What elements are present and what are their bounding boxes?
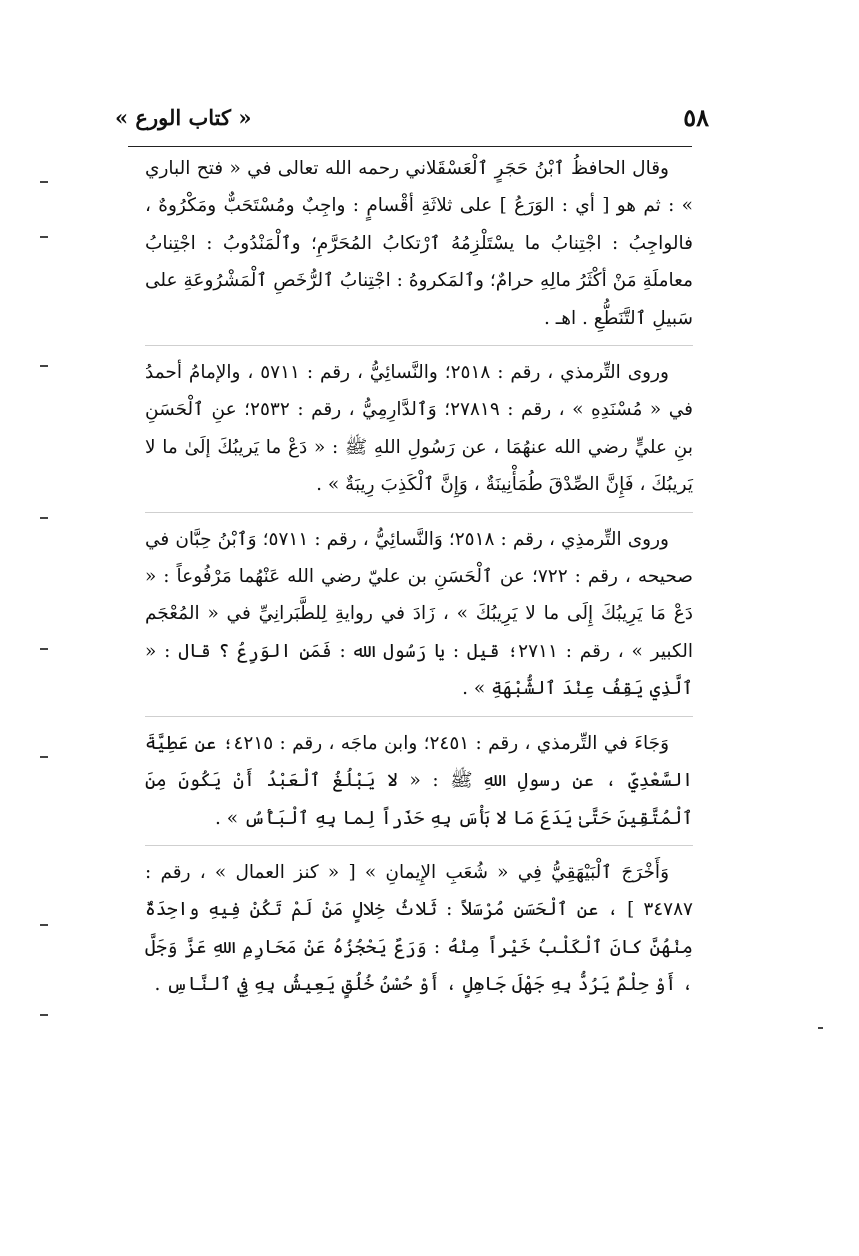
paragraph-divider xyxy=(145,845,693,846)
paragraph-divider xyxy=(145,345,693,346)
margin-mark xyxy=(40,1014,48,1016)
margin-mark xyxy=(818,1027,823,1029)
paragraph-ibn-hibban: وروى التِّرمذِي ، رقم : ٢٥١٨؛ وَالنَّسائِيُّ ، رقم : ٥٧١١؛ وَٱبْنُ حِبَّان في صحيحه ، رقم : ٧٢٢؛ عن ٱلْحَسَنِ بن عليّ رضي الله عَنْهُما مَرْفُوعاً : « دَعْ مَا يَرِيبُكَ إِلَى ما لا يَرِيبُكَ » ، زَادَ في روايةِ لِلطَّبَرانِيِّ في « المُعْجَم الكبير » ، رقم : ٢٧١١؛ قيل : يا رَسُول الله : فَمَنِ الوَرِعُ ؟ قال : « ٱلَّذِي يَقِفُ عِنْدَ ٱلشُّبْهَةِ » . xyxy=(145,528,693,700)
margin-mark xyxy=(40,924,48,926)
margin-mark xyxy=(40,236,48,238)
paragraph-ibn-hajar: وقال الحافظُ ٱبْنُ حَجَرٍ ٱلْعَسْقَلاني رحمه الله تعالى في « فتح الباري » : ثم هو [ أي : الوَرَعُ ] على ثلاثَةِ أقْسامٍ : واجِبٌ ومُسْتَحَبٌّ ومَكْرُوهٌ ، فالواجِبُ : اجْتِنابُ ما يسْتَلْزِمُهُ ٱرْتكابُ المُحَرَّمِ؛ وٱلْمَنْدُوبُ : اجْتِنابُ معاملَةِ مَنْ أكْثَرُ مالِهِ حرامٌ؛ وٱلمَكروهُ : اجْتِنابُ ٱلرُّخَصِ ٱلْمَشْرُوعَةِ على سَبيلِ ٱلتَّنَطُّعِ . اهـ . xyxy=(145,158,693,329)
paragraph-divider xyxy=(145,512,693,513)
paragraph-tirmidhi-hadith: وروى التِّرمذي ، رقم : ٢٥١٨؛ والنَّسائِيُّ ، رقم : ٥٧١١ ، والإمامُ أحمدُ في « مُسْنَدِهِ » ، رقم : ٢٧٨١٩؛ وَٱلدَّارِمِيُّ ، رقم : ٢٥٣٢؛ عنِ ٱلْحَسَنِ بنِ عليٍّ رضي الله عنهُمَا ، عن رَسُولِ اللهِ ﷺ : « دَعْ ما يَريبُكَ إلَىٰ ما لا يَريبُكَ ، فَإِنَّ الصِّدْقَ طُمَأْنِينَةٌ ، وَإِنَّ ٱلْكَذِبَ رِيبَةٌ » . xyxy=(145,362,693,496)
page-number: ٥٨ xyxy=(683,102,709,132)
paragraph-ibn-majah: وَجَاءَ في التِّرمذي ، رقم : ٢٤٥١؛ وابن ماجَه ، رقم : ٤٢١٥؛ عن عَطِيَّةَ السَّعْدِيِّ ، عن رسولِ اللهِ ﷺ : « لا يَبْلُغُ ٱلْعَبْدُ أَنْ يَكُونَ مِنَ ٱلْمُتَّقِينَ حَتَّىٰ يَدَعَ مَا لا بَأْسَ بِهِ حَذَراً لِما بِهِ ٱلْبَأْسُ » . xyxy=(145,732,693,829)
margin-mark xyxy=(40,365,48,367)
page-header xyxy=(115,100,709,134)
page-body xyxy=(145,150,693,1004)
paragraph-divider xyxy=(145,716,693,717)
paragraph-bayhaqi: وَأَخْرَجَ ٱلْبَيْهَقِيُّ فِي « شُعَبِ الإِيمانِ » [ « كنز العمال » ، رقم : ٣٤٧٨٧ ] ، عن ٱلْحَسَنِ مُرْسَلاً : ثَلاثُ خِلالٍ مَنْ لَمْ تَكُنْ فِيهِ واحِدَةٌ مِنْهُنَّ كانَ ٱلْكَلْبُ خَيْراً مِنْهُ : وَرَعٌ يَحْجُزُهُ عَنْ مَحَارِمِ اللهِ عَزَّ وَجَلَّ ، أَوْ حِلْمٌ يَرُدُّ بِهِ جَهْلَ جَاهِلٍ ، أَوْ حُسْنُ خُلُقٍ يَعِيشُ بِهِ فِي ٱلنَّاسِ . xyxy=(145,861,693,996)
header-rule xyxy=(128,146,692,147)
running-title: « كتاب الورع » xyxy=(115,104,252,130)
margin-mark xyxy=(40,648,48,650)
margin-mark xyxy=(40,181,48,183)
margin-mark xyxy=(40,517,48,519)
margin-mark xyxy=(40,756,48,758)
